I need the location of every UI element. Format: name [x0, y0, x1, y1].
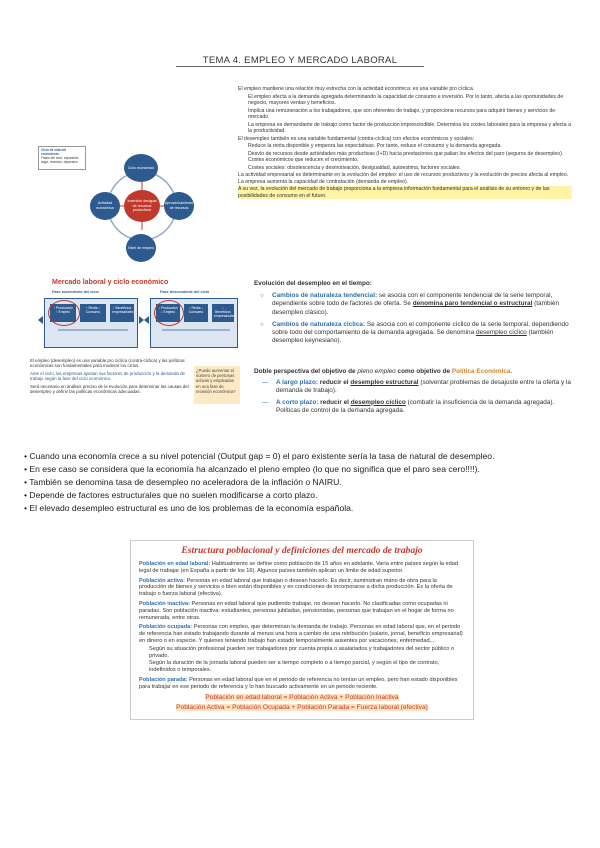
mercado-title: Mercado laboral y ciclo económico — [52, 279, 169, 286]
cambio-tendencial-end: (también desempleo clásico). — [272, 300, 560, 316]
empleo-text-block — [238, 86, 572, 200]
parada-key: Población parada: — [139, 676, 188, 683]
cambio-ciclico-end: (también desempleo keynesiano). — [272, 329, 554, 345]
corto-plazo-t1: reducir el — [320, 398, 349, 406]
largo-plazo-t2: (solventar problemas de desajuste entre la oferta y la demanda de trabajo). — [276, 379, 571, 395]
cycle-side-title: Ciclo de vida del crecimiento — [41, 148, 67, 156]
page-title: TEMA 4. EMPLEO Y MERCADO LABORAL — [202, 55, 398, 66]
edad-key: Población en edad laboral: — [139, 561, 211, 567]
asc-box-1: ↑ Producción ↑ Empleo — [50, 304, 76, 322]
poblacion-inactiva — [139, 601, 465, 621]
mercado-question-note: ¿Puede aumentar el número de personas activas y empleadas en una fase de recesión económica? — [194, 366, 240, 404]
corto-plazo-t2: (combatir la insuficiencia de la demanda agregada). Políticas de control de la demanda agregada. — [276, 398, 555, 414]
title-underline — [176, 66, 424, 67]
edad-text: Habitualmente se define como población de 15 años en adelante. Varía entre países según la edad legal de trabajar (en España a partir de los 16). Algunos países también aplican un límite de edad superior. — [139, 561, 458, 574]
cycle-node-left: Actividad económica — [90, 192, 120, 220]
bullet-3: • También se denomina tasa de desempleo no aceleradora de la inflación o NAIRU. — [24, 477, 342, 487]
largo-plazo-term: desempleo estructural — [350, 379, 419, 387]
ocupada-sub-1: Según su situación profesional pueden ser trabajadores por cuenta propia o asalariados y trabajadores del sector público o privado. — [149, 645, 455, 659]
poblacion-activa — [139, 578, 465, 598]
parada-text: Personas en edad laboral que en el periodo de referencia no tenían un empleo, pero han estado disponibles para trabajar en ese periodo de referencia y lo han buscado activamente en un periodo reciente. — [139, 676, 458, 690]
perspectiva-h3: como objetivo de — [397, 368, 451, 375]
activa-text: Personas en edad laboral que trabajan o desean hacerlo. Es decir, suministran mano de obra para la producción de bienes y servicios o bien están disponibles y en condiciones de incorporarse a dicha producción. Es la oferta de trabajo o fuerza laboral (efectiva). — [139, 577, 453, 598]
evolucion-heading: Evolución del desempleo en el tiempo: — [254, 280, 372, 287]
empleo-para-10: A su vez, la evolución del mercado de trabajo proporciona a la empresa información fundamental para el análisis de su entorno y de las posibilidades de consumo en el futuro. — [238, 186, 572, 199]
inactiva-key: Población inactiva: — [139, 600, 190, 607]
formula-1 — [139, 694, 465, 702]
cambio-ciclico-key: Cambios de naturaleza cíclica: — [272, 320, 366, 328]
corto-plazo-item — [254, 399, 578, 415]
cambio-tendencial-text: se asocia con el componente tendencial de la serie temporal, dependiente sobre todo de factores de oferta. Se — [272, 292, 553, 308]
evolucion-section — [254, 280, 578, 349]
bullet-1: • Cuando una economía crece a su nivel potencial (Output gap = 0) el paro existente sería la tasa de natural de desempleo. — [24, 451, 495, 461]
perspectiva-h4: Política Económica. — [451, 368, 513, 375]
empleo-para-2: El empleo afecta a la demanda agregada determinando la capacidad de consumo e inversión. Por lo tanto, afecta a las oportunidades de negocio, mayores ventas y beneficios. — [248, 93, 564, 106]
desc-box-3: ↓ Beneficios empresariales — [212, 304, 234, 322]
desc-box-2: ↓ Renta ↓ Consumo — [184, 304, 208, 322]
perspectiva-section — [254, 368, 578, 415]
poblacion-edad-laboral — [139, 561, 465, 575]
empleo-para-3: Implica una remuneración a los trabajadores, que son oferentes de trabajo, y proporciona recursos para adquirir bienes y servicios de mercado. — [248, 107, 556, 120]
empleo-para-7: Desvío de recursos desde actividades más productivas (I+D) hacia prestaciones que palian los efectos del paro (seguros de desempleo). Costes económicos que reducen el crecimiento. — [248, 150, 564, 164]
empleo-para-5: El desempleo también es una variable fundamental (contra-cíclica) con efectos económicos y sociales: — [238, 135, 475, 142]
paro-tendencial-term: denomina paro tendencial o estructural — [412, 300, 533, 308]
mercado-text-3: Será necesario un análisis preciso de la evolución para determinar las causas del desempleo y definir las políticas económicas adecuadas. — [30, 383, 189, 395]
perspectiva-heading — [254, 368, 578, 376]
estructura-title: Estructura poblacional y definiciones del mercado de trabajo — [181, 545, 423, 556]
mercado-diagram — [38, 290, 238, 352]
asc-box-2: ↑ Renta ↑ Consumo — [80, 304, 106, 322]
activa-key: Población activa: — [139, 577, 186, 584]
cycle-diagram — [38, 146, 210, 266]
desc-box-1: ↓ Producción ↓ Empleo — [156, 304, 180, 322]
desempleo-ciclico-term: desempleo cíclico — [475, 329, 527, 337]
bullet-4: • Depende de factores estructurales que no suelen modificarse a corto plazo. — [24, 490, 318, 500]
formula-1-text: Población en edad laboral = Población Activa + Población Inactiva — [205, 693, 399, 701]
fase-ascendente-label: Fase ascendente del ciclo — [52, 290, 99, 294]
ocupada-key: Población ocupada: — [139, 624, 193, 631]
largo-plazo-key: A largo plazo: — [276, 379, 319, 387]
formula-2-text: Población Activa = Población Ocupada + Población Parada = Fuerza laboral (efectiva) — [176, 703, 428, 711]
ocupada-sub-2: Según la duración de la jornada laboral pueden ser a tiempo completo o a tiempo parcial, y según el tipo de contrato, indefinidos o temporales. — [149, 660, 440, 674]
mercado-text-1: El empleo (desempleo) es una variable pro cíclica (contra-cíclica) y las políticas económicas son fundamentales para moderar los ciclos. — [30, 358, 185, 369]
cycle-node-bottom: Nivel de empleo — [126, 234, 156, 262]
mercado-arrows — [38, 290, 238, 352]
perspectiva-h1: Doble perspectiva del objetivo de — [254, 368, 356, 375]
formula-2 — [139, 704, 465, 712]
largo-plazo-item — [254, 379, 578, 395]
cambio-ciclico-text: Se asocia con el componente cíclico de la serie temporal, dependiendo sobre todo del comportamiento de la demanda agregada. Se denomina — [272, 320, 569, 337]
inactiva-text: Personas en edad laboral que pudiendo trabajar, no desean hacerlo. No clasificadas como ocupadas ni paradas. Son población inactiva: estudiantes, personas jubiladas, pensionistas, personas que trabajan en el hogar de forma no remunerada, entre otras. — [139, 600, 454, 621]
empleo-para-9: La actividad empresarial es determinante en la evolución del empleo: el uso de recursos productivos y la evolución de precios afecta al empleo. La empresa aumenta la capacidad de contratación (demanda de empleo). — [238, 172, 569, 185]
cycle-node-center: Inversión desigual de recursos productivos — [124, 190, 160, 222]
fase-descendente-label: Fase descendente del ciclo — [160, 290, 210, 294]
cambio-tendencial-key: Cambios de naturaleza tendencial: — [272, 292, 378, 300]
empleo-para-1: El empleo mantiene una relación muy estrecha con la actividad económica: es una variable pro cíclica. — [238, 86, 475, 92]
empleo-para-6: Reduce la renta disponible y empeora las expectativas. Por tanto, reduce el consumo y la demanda agregada. — [248, 143, 502, 150]
cycle-side-text: Fases del ciclo: expansión, auge, recesión, depresión — [41, 156, 80, 164]
cycle-node-top: Ciclo económico — [124, 154, 158, 182]
mercado-text — [30, 358, 190, 396]
asc-box-3: ↑ Beneficios empresariales — [110, 304, 134, 322]
empleo-para-4: La empresa es demandante de trabajo como factor de producción imprescindible. Determina los costes laborales para la empresa y afecta a la productividad. — [248, 121, 571, 134]
empleo-para-8: Costes sociales: obsolescencia y desmotivación, desigualdad, autoestima, factores sociales. — [248, 164, 461, 171]
cambio-tendencial-item — [254, 292, 578, 317]
mercado-text-2: Ante el ciclo, las empresas ajustan sus factores de producción y la demanda de trabajo según la fase del ciclo económico. — [30, 370, 185, 382]
corto-plazo-key: A corto plazo: — [276, 398, 319, 406]
poblacion-ocupada — [139, 624, 465, 644]
cycle-node-right: Aprovechamiento de recursos — [164, 192, 194, 220]
bullet-2: • En ese caso se considera que la economía ha alcanzado el pleno empleo (lo que no significa que el paro sea cero!!!!). — [24, 464, 480, 474]
corto-plazo-term: desempleo cíclico — [350, 398, 406, 406]
nairu-bullets — [24, 450, 584, 515]
largo-plazo-t1: reducir el — [319, 379, 349, 387]
estructura-box — [130, 540, 474, 720]
poblacion-parada — [139, 677, 465, 691]
bullet-5: • El elevado desempleo estructural es uno de los problemas de la economía española. — [24, 503, 354, 513]
ocupada-text: Personas con empleo, que determinan la demanda de trabajo. Personas en edad laboral que, en el periodo de referencia han estado trabajando durante al menos una hora a cambio de una retribución (salario, jornal, beneficio empresarial) en dinero o en especie. Y quienes teniendo trabajo han estado temporalmente ausentes por vacaciones, enfermedad,... — [139, 624, 463, 644]
perspectiva-h2: pleno empleo — [357, 368, 396, 375]
cambio-ciclico-item — [254, 321, 578, 346]
